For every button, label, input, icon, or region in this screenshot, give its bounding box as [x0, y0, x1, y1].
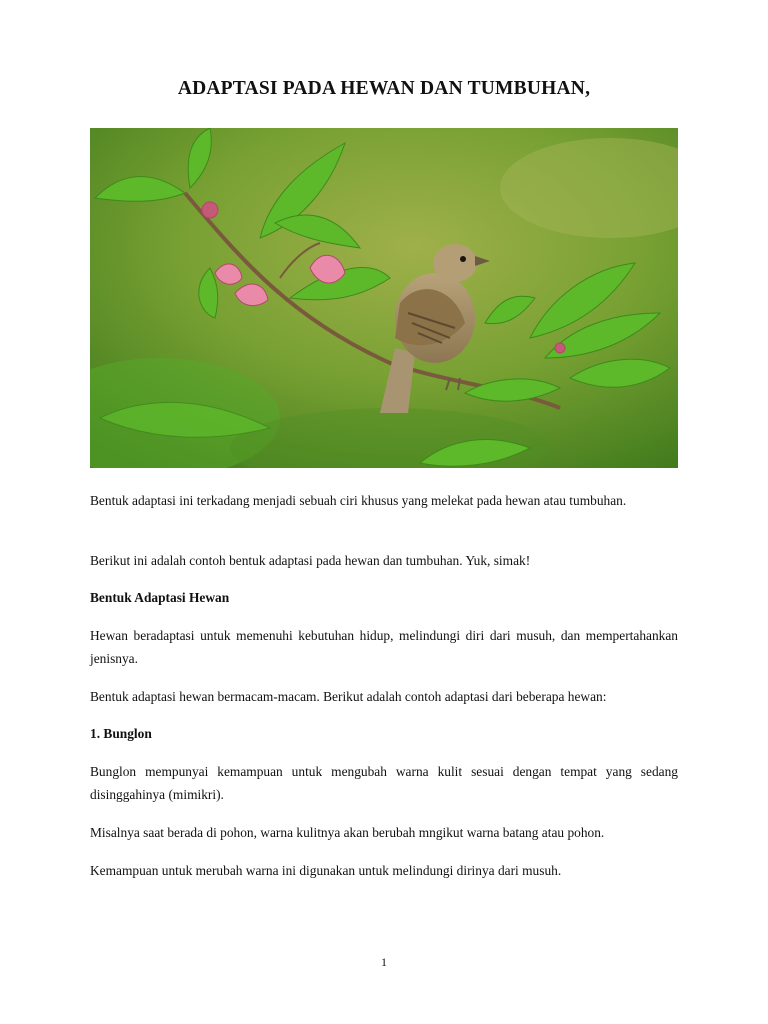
- paragraph-7: Kemampuan untuk merubah warna ini digunakan untuk melindungi dirinya dari musuh.: [90, 863, 562, 878]
- heading-bunglon: 1. Bunglon: [90, 726, 152, 741]
- page-number: 1: [381, 955, 387, 969]
- paragraph-6: Misalnya saat berada di pohon, warna kulitnya akan berubah mngikut warna batang atau pohon.: [90, 825, 605, 840]
- paragraph-3: Hewan beradaptasi untuk memenuhi kebutuhan hidup, melindungi diri dari musuh, dan mempertahankan jenisnya.: [90, 628, 678, 666]
- document-title: ADAPTASI PADA HEWAN DAN TUMBUHAN,: [177, 78, 591, 99]
- heading-bentuk-adaptasi-hewan: Bentuk Adaptasi Hewan: [90, 590, 230, 605]
- paragraph-5: Bunglon mempunyai kemampuan untuk mengubah warna kulit sesuai dengan tempat yang sedang disinggahinya (mimikri).: [90, 764, 678, 802]
- paragraph-2: Berikut ini adalah contoh bentuk adaptasi pada hewan dan tumbuhan. Yuk, simak!: [90, 553, 531, 568]
- sparrow-on-blossom-branch-photo: [90, 128, 678, 468]
- paragraph-1: Bentuk adaptasi ini terkadang menjadi sebuah ciri khusus yang melekat pada hewan atau tumbuhan.: [90, 493, 627, 508]
- paragraph-4: Bentuk adaptasi hewan bermacam-macam. Berikut adalah contoh adaptasi dari beberapa hewan:: [90, 689, 607, 704]
